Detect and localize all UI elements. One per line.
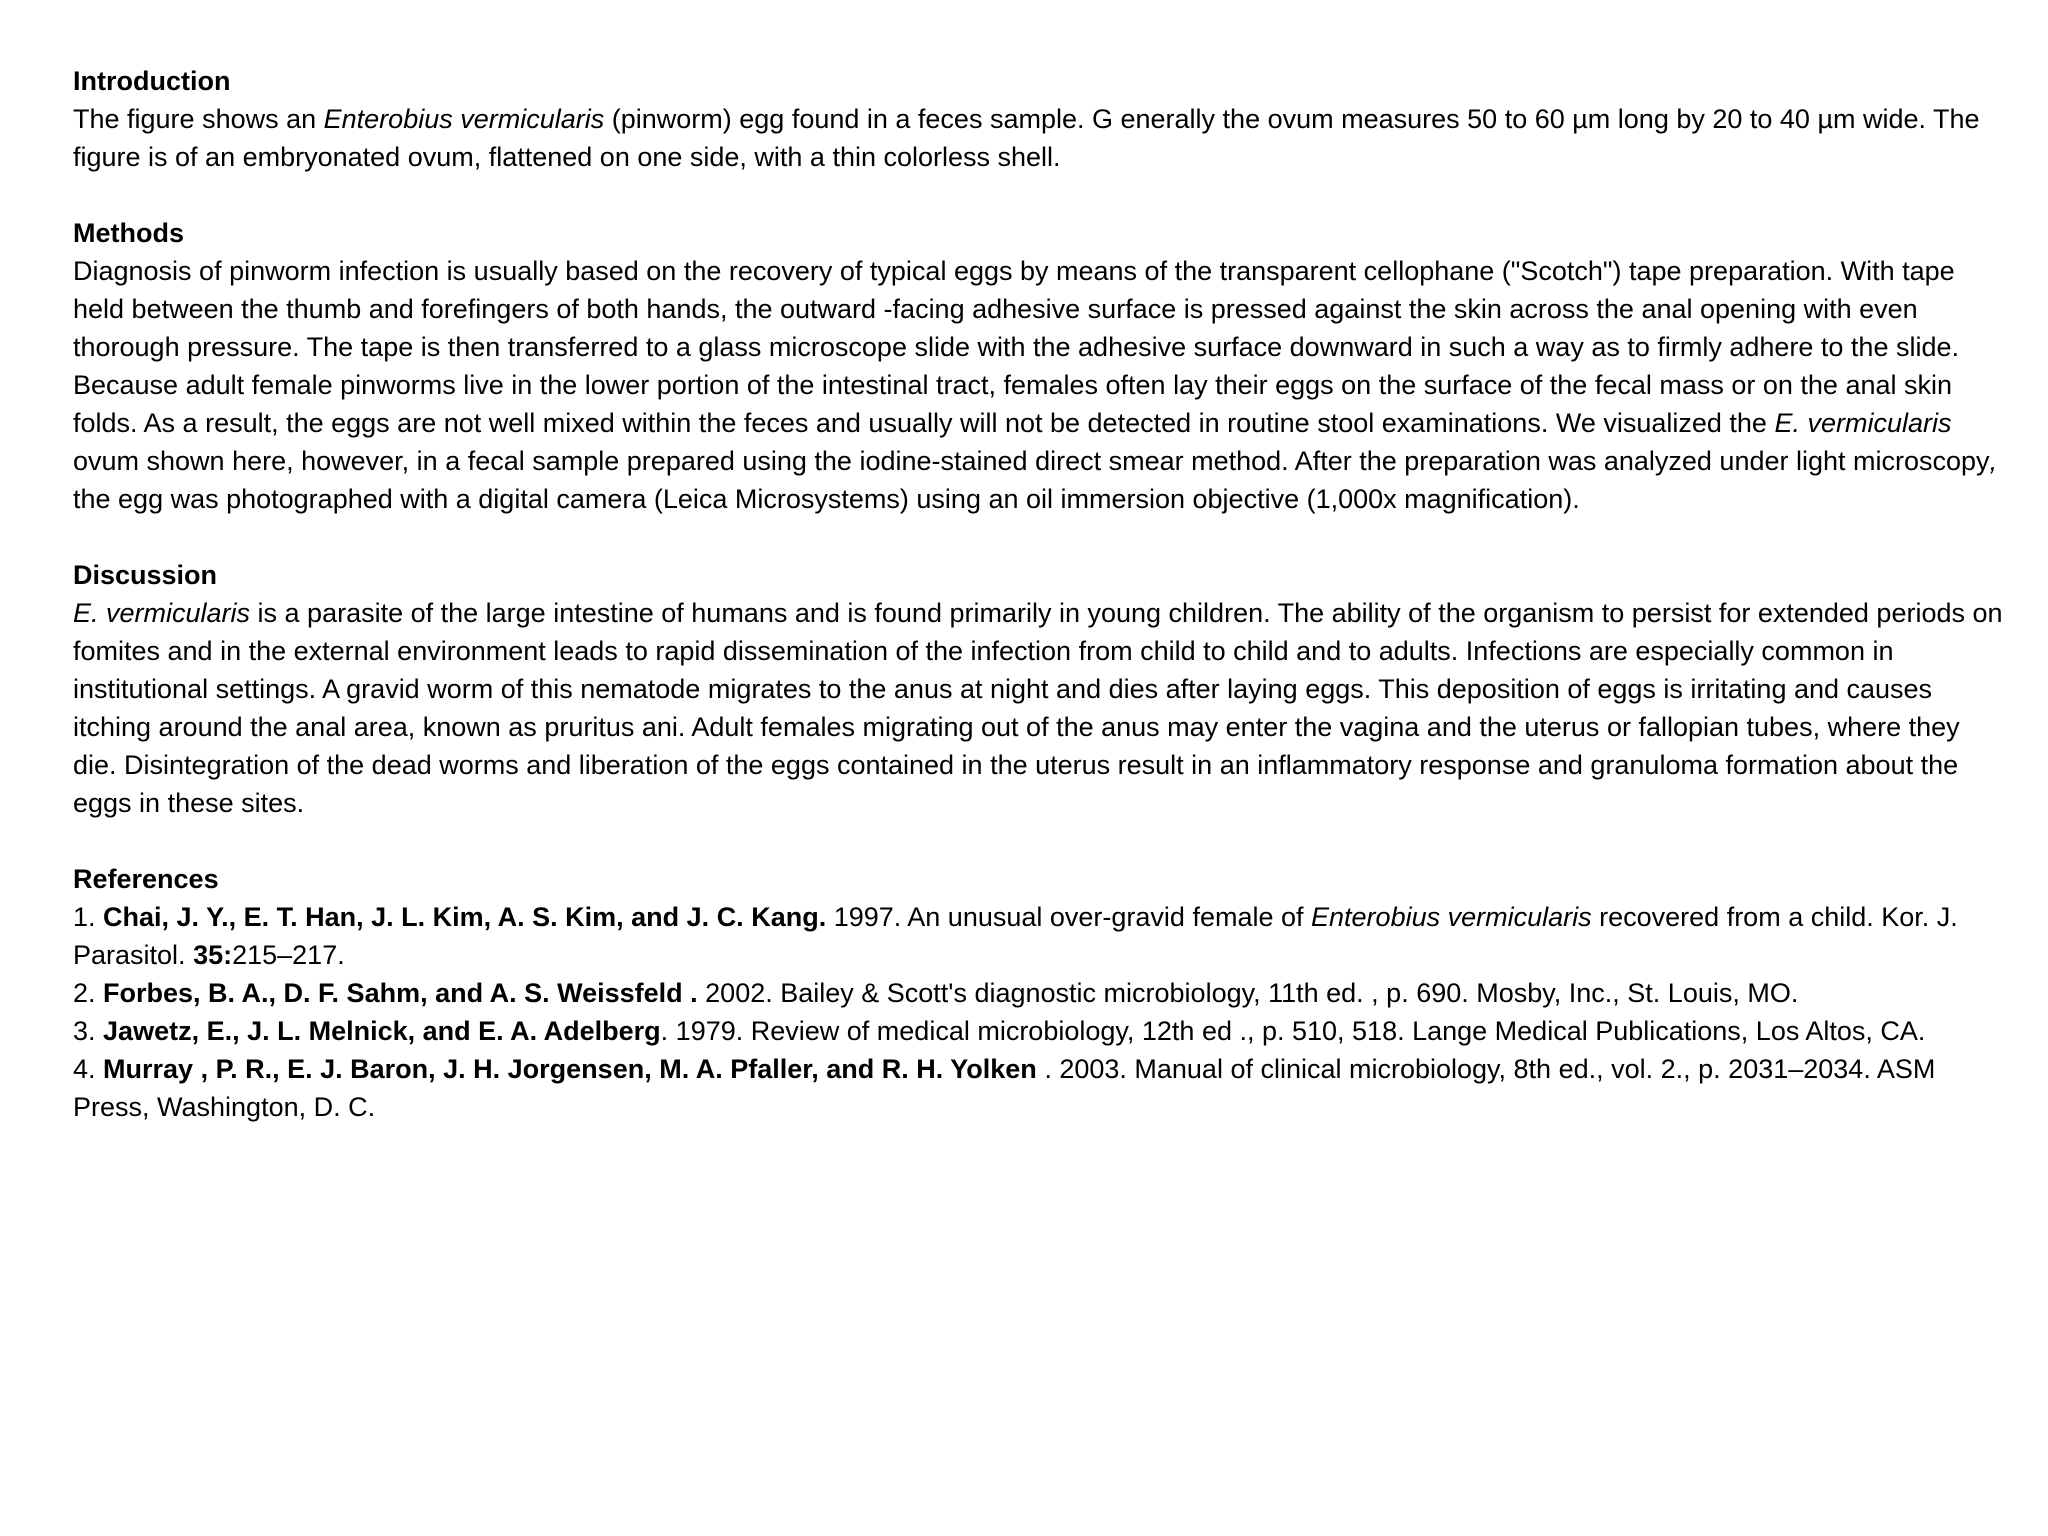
- intro-text-a: The figure shows an: [73, 104, 324, 134]
- reference-authors: Forbes, B. A., D. F. Sahm, and A. S. Weissfeld .: [103, 978, 698, 1008]
- reference-text: recovered from a child. Kor. J. Parasitol.: [73, 902, 1958, 970]
- discussion-section: [73, 556, 2008, 822]
- methods-section: [73, 214, 2008, 518]
- introduction-paragraph: [73, 100, 2008, 176]
- reference-species-name: Enterobius vermicularis: [1311, 902, 1592, 932]
- reference-item-3: [73, 1012, 2008, 1050]
- reference-item-2: [73, 974, 2008, 1012]
- introduction-heading: Introduction: [73, 66, 231, 96]
- reference-authors: Murray , P. R., E. J. Baron, J. H. Jorgensen, M. A. Pfaller, and R. H. Yolken: [103, 1054, 1037, 1084]
- reference-number: 3.: [73, 1016, 104, 1046]
- reference-text: 2002. Bailey & Scott's diagnostic microbiology, 11th ed. , p. 690. Mosby, Inc., St. Louis, MO.: [697, 978, 1799, 1008]
- reference-item-1: [73, 898, 2008, 974]
- reference-authors: Jawetz, E., J. L. Melnick, and E. A. Adelberg: [103, 1016, 661, 1046]
- intro-text-b: (pinworm) egg found in a feces sample. G enerally the ovum measures 50 to 60 µm long by 20 to 40 µm wide. The figure is of an embryonated ovum, flattened on one side, with a thin colorless shell.: [73, 104, 1980, 172]
- reference-text: 1997. An unusual over-gravid female of: [826, 902, 1312, 932]
- references-heading: References: [73, 864, 219, 894]
- methods-text-c: the egg was photographed with a digital camera (Leica Microsystems) using an oil immersion objective (1,000x magnification).: [73, 484, 1580, 514]
- reference-number: 4.: [73, 1054, 104, 1084]
- reference-authors: Chai, J. Y., E. T. Han, J. L. Kim, A. S. Kim, and J. C. Kang.: [103, 902, 827, 932]
- reference-text: . 2003. Manual of clinical microbiology, 8th ed., vol. 2., p. 2031–2034. ASM Press, Washington, D. C.: [73, 1054, 1936, 1122]
- discussion-species-name: E. vermicularis: [73, 598, 251, 628]
- methods-text-a: Diagnosis of pinworm infection is usually based on the recovery of typical eggs by means of the transparent cellophane ("Scotch") tape preparation. With tape held between the thumb and forefingers of both hands, the outward -facing adhesive surface is pressed against the skin across the anal opening with even thorough pressure. The tape is then transferred to a glass microscope slide with the adhesive surface downward in such a way as to firmly adhere to the slide. Because adult female pinworms live in the lower portion of the intestinal tract, females often lay their eggs on the surface of the fecal mass or on the anal skin folds. As a result, the eggs are not well mixed within the feces and usually will not be detected in routine stool examinations. We visualized the: [73, 256, 1959, 438]
- methods-heading: Methods: [73, 218, 184, 248]
- methods-paragraph: [73, 252, 2008, 518]
- intro-species-name: Enterobius vermicularis: [323, 104, 605, 134]
- references-list: [73, 898, 2008, 1126]
- methods-text-b: ovum shown here, however, in a fecal sample prepared using the iodine-stained direct smear method. After the preparation was analyzed under light microscopy: [73, 446, 1990, 476]
- reference-pages: 215–217.: [232, 940, 345, 970]
- reference-number: 2.: [73, 978, 104, 1008]
- reference-number: 1.: [73, 902, 104, 932]
- introduction-section: [73, 62, 2008, 176]
- discussion-paragraph: [73, 594, 2008, 822]
- methods-species-name: E. vermicularis: [1774, 408, 1952, 438]
- methods-comma: ,: [1989, 446, 1998, 476]
- reference-volume: 35:: [193, 940, 233, 970]
- document-page: [73, 62, 2008, 1164]
- reference-text: . 1979. Review of medical microbiology, 12th ed ., p. 510, 518. Lange Medical Publications, Los Altos, CA.: [660, 1016, 1926, 1046]
- references-section: [73, 860, 2008, 1126]
- reference-item-4: [73, 1050, 2008, 1126]
- discussion-heading: Discussion: [73, 560, 218, 590]
- discussion-text: is a parasite of the large intestine of humans and is found primarily in young children. The ability of the organism to persist for extended periods on fomites and in the external environment leads to rapid dissemination of the infection from child to child and to adults. Infections are especially common in institutional settings. A gravid worm of this nematode migrates to the anus at night and dies after laying eggs. This deposition of eggs is irritating and causes itching around the anal area, known as pruritus ani. Adult females migrating out of the anus may enter the vagina and the uterus or fallopian tubes, where they die. Disintegration of the dead worms and liberation of the eggs contained in the uterus result in an inflammatory response and granuloma formation about the eggs in these sites.: [73, 598, 2003, 818]
